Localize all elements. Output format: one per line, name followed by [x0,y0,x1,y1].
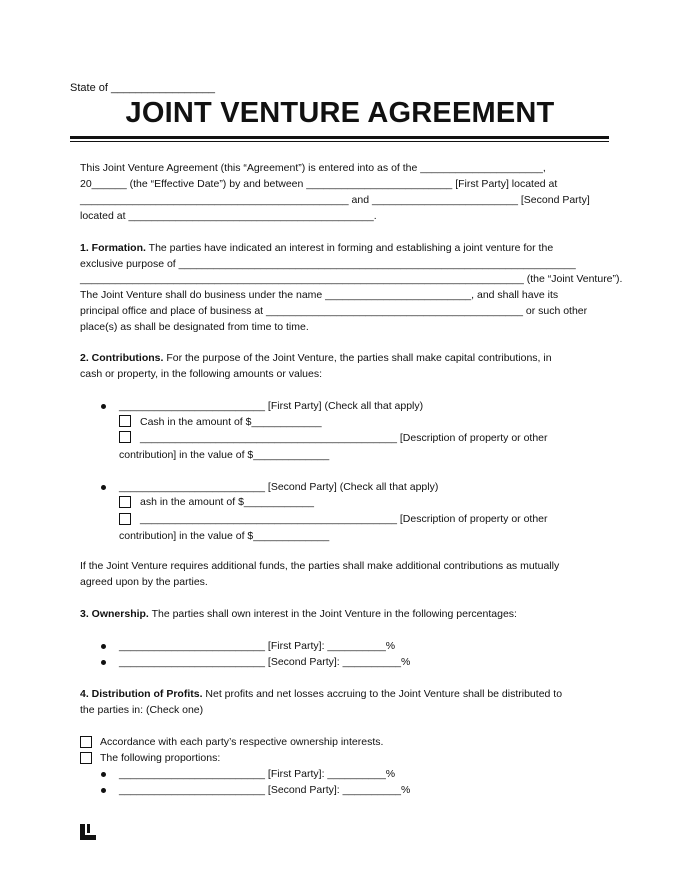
distribution-second-party: _________________________ [Second Party]: __________% [119,784,411,796]
distribution-first-party: _________________________ [First Party]: __________% [119,768,396,780]
distribution-paragraph-line-1 [80,688,562,701]
formation-line-3: ____________________________________________________________________________ (the “Joint Venture”). [80,273,623,285]
bullet-icon [101,660,106,665]
intro-line-1: This Joint Venture Agreement (this “Agreement”) is entered into as of the _____________________, [80,162,546,174]
ownership-second-party: _________________________ [Second Party]: __________% [119,656,411,668]
formation-line-2: exclusive purpose of ____________________________________________________________________ [80,258,576,270]
bullet-icon [101,788,106,793]
second-party-cash-label: ash in the amount of $____________ [140,496,314,508]
following-proportions-checkbox[interactable] [80,752,92,764]
ownership-interests-label: Accordance with each party’s respective ownership interests. [100,736,384,748]
ownership-first-party: _________________________ [First Party]: __________% [119,640,396,652]
formation-line-4: The Joint Venture shall do business under the name _________________________, and shall have its [80,289,559,301]
ownership-line-1-text: The parties shall own interest in the Joint Venture in the following percentages: [148,608,517,620]
intro-line-3: ______________________________________________ and _________________________ [Second Party] [80,194,590,206]
distribution-line-1-text: Net profits and net losses accruing to the Joint Venture shall be distributed to [202,688,563,700]
state-of-line: State of _________________ [70,82,215,94]
following-proportions-label: The following proportions: [100,752,221,764]
distribution-line-2: the parties in: (Check one) [80,704,204,716]
second-party-property-label: ____________________________________________ [Description of property or other [140,513,548,525]
title-rule-thin [70,141,609,142]
bullet-icon [101,772,106,777]
first-party-property-value: contribution] in the value of $_____________ [119,449,330,461]
document-title: JOINT VENTURE AGREEMENT [125,97,555,129]
second-party-property-checkbox[interactable] [119,513,131,525]
first-party-contribution-label: _________________________ [First Party] (Check all that apply) [119,400,424,412]
first-party-cash-checkbox[interactable] [119,415,131,427]
intro-line-4: located at __________________________________________. [80,210,377,222]
contributions-paragraph-line-1 [80,352,552,365]
first-party-property-label: ____________________________________________ [Description of property or other [140,432,548,444]
intro-line-2: 20______ (the “Effective Date”) by and between _________________________ [First Party] located at [80,178,558,190]
bullet-icon [101,485,106,490]
ownership-paragraph [80,608,517,621]
legal-templates-logo-icon [80,824,96,840]
contributions-line-1-text: For the purpose of the Joint Venture, the parties shall make capital contributions, in [163,352,552,364]
formation-line-5: principal office and place of business at ____________________________________________ or such other [80,305,588,317]
contributions-heading: 2. Contributions. [80,352,164,364]
distribution-heading: 4. Distribution of Profits. [80,688,203,700]
contributions-line-2: cash or property, in the following amounts or values: [80,368,323,380]
title-rule-thick [70,136,609,139]
second-party-cash-checkbox[interactable] [119,496,131,508]
first-party-cash-label: Cash in the amount of $____________ [140,416,322,428]
bullet-icon [101,644,106,649]
formation-heading: 1. Formation. [80,242,146,254]
first-party-property-checkbox[interactable] [119,431,131,443]
bullet-icon [101,404,106,409]
second-party-property-value: contribution] in the value of $_____________ [119,530,330,542]
additional-funds-line-2: agreed upon by the parties. [80,576,208,588]
ownership-interests-checkbox[interactable] [80,736,92,748]
formation-paragraph-line-1 [80,242,553,255]
additional-funds-line-1: If the Joint Venture requires additional funds, the parties shall make additional contributions as mutually [80,560,560,572]
formation-line-1-text: The parties have indicated an interest in forming and establishing a joint venture for the [145,242,554,254]
formation-line-6: place(s) as shall be designated from time to time. [80,321,309,333]
ownership-heading: 3. Ownership. [80,608,149,620]
second-party-contribution-label: _________________________ [Second Party] (Check all that apply) [119,481,439,493]
